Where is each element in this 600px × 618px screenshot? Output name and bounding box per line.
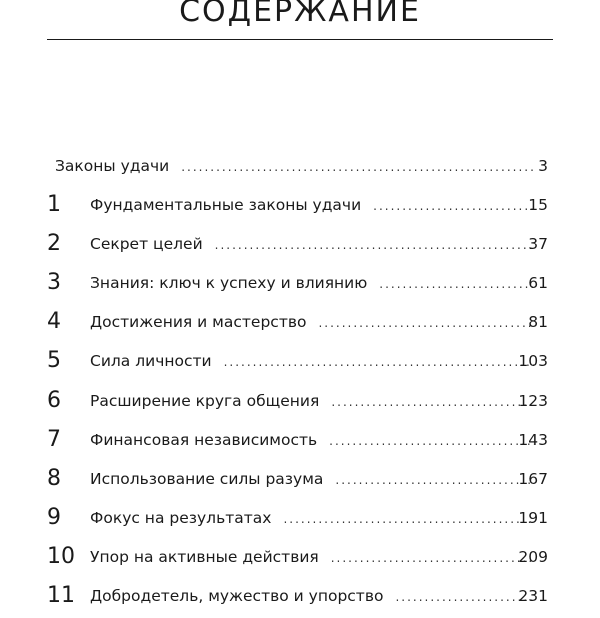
page-number: 3 xyxy=(538,157,548,175)
toc-entry-text xyxy=(90,423,548,458)
toc-entry[interactable] xyxy=(0,384,600,423)
page-number: 37 xyxy=(528,235,548,254)
toc-entry[interactable] xyxy=(0,540,600,579)
page-number: 103 xyxy=(518,352,548,371)
title-divider xyxy=(47,39,553,40)
toc-entry[interactable] xyxy=(0,579,600,618)
chapter-number: 6 xyxy=(47,387,61,413)
chapter-number: 7 xyxy=(47,426,61,452)
toc-entry-text xyxy=(90,305,548,340)
chapter-number: 5 xyxy=(47,348,61,374)
toc-entry-text xyxy=(90,188,548,223)
chapter-number: 4 xyxy=(47,309,61,335)
chapter-title: Фундаментальные законы удачи xyxy=(90,196,362,215)
chapter-number: 8 xyxy=(47,465,61,491)
page-number: 143 xyxy=(518,430,548,449)
toc-entry[interactable] xyxy=(0,305,600,344)
dot-leader xyxy=(318,306,534,340)
page-number: 15 xyxy=(528,196,548,215)
toc-entry[interactable] xyxy=(0,423,600,462)
dot-leader xyxy=(224,345,534,379)
chapter-number: 11 xyxy=(47,583,75,609)
toc-entry[interactable] xyxy=(0,266,600,305)
dot-leader xyxy=(335,463,534,497)
dot-leader xyxy=(329,424,534,458)
chapter-number: 10 xyxy=(47,543,75,569)
page-number: 167 xyxy=(518,469,548,488)
toc-entry-text xyxy=(90,501,548,536)
page-number: 191 xyxy=(518,508,548,527)
chapter-title: Финансовая независимость xyxy=(90,430,318,449)
toc-entry-text xyxy=(90,384,548,419)
page-number: 231 xyxy=(518,587,548,606)
chapter-title: Знания: ключ к успеху и влиянию xyxy=(90,274,368,293)
toc-entry-text xyxy=(90,540,548,575)
chapter-title: Фокус на результатах xyxy=(90,508,272,527)
toc-entry-text xyxy=(90,462,548,497)
chapter-number: 2 xyxy=(47,231,61,257)
page-number: 61 xyxy=(528,274,548,293)
toc-entry-text xyxy=(90,266,548,301)
toc-entry[interactable] xyxy=(0,149,600,188)
chapter-title: Использование силы разума xyxy=(90,469,324,488)
toc-entry-text xyxy=(55,149,548,184)
chapter-title: Секрет целей xyxy=(90,235,203,254)
page-number: 81 xyxy=(528,313,548,332)
toc-entry[interactable] xyxy=(0,188,600,227)
dot-leader xyxy=(215,228,534,262)
dot-leader xyxy=(283,502,534,536)
page-number: 123 xyxy=(518,391,548,410)
chapter-number: 3 xyxy=(47,270,61,296)
page-title: СОДЕРЖАНИЕ xyxy=(179,0,421,29)
toc-entry-text xyxy=(90,344,548,379)
dot-leader xyxy=(331,385,534,419)
chapter-title: Сила личности xyxy=(90,352,212,371)
chapter-title: Добродетель, мужество и упорство xyxy=(90,587,384,606)
toc-entry[interactable] xyxy=(0,462,600,501)
chapter-number: 9 xyxy=(47,504,61,530)
toc-entry[interactable] xyxy=(0,227,600,266)
toc-entry[interactable] xyxy=(0,501,600,540)
toc-entry-text xyxy=(90,579,548,614)
chapter-title: Расширение круга общения xyxy=(90,391,320,410)
dot-leader xyxy=(181,150,534,184)
chapter-number: 1 xyxy=(47,192,61,218)
dot-leader xyxy=(379,267,534,301)
chapter-title: Достижения и мастерство xyxy=(90,313,307,332)
page-number: 209 xyxy=(518,547,548,566)
dot-leader xyxy=(395,580,534,614)
chapter-title: Законы удачи xyxy=(55,157,170,175)
dot-leader xyxy=(373,189,534,223)
chapter-title: Упор на активные действия xyxy=(90,547,319,566)
dot-leader xyxy=(331,541,534,575)
toc-entry[interactable] xyxy=(0,344,600,383)
toc-entry-text xyxy=(90,227,548,262)
table-of-contents xyxy=(0,149,600,618)
